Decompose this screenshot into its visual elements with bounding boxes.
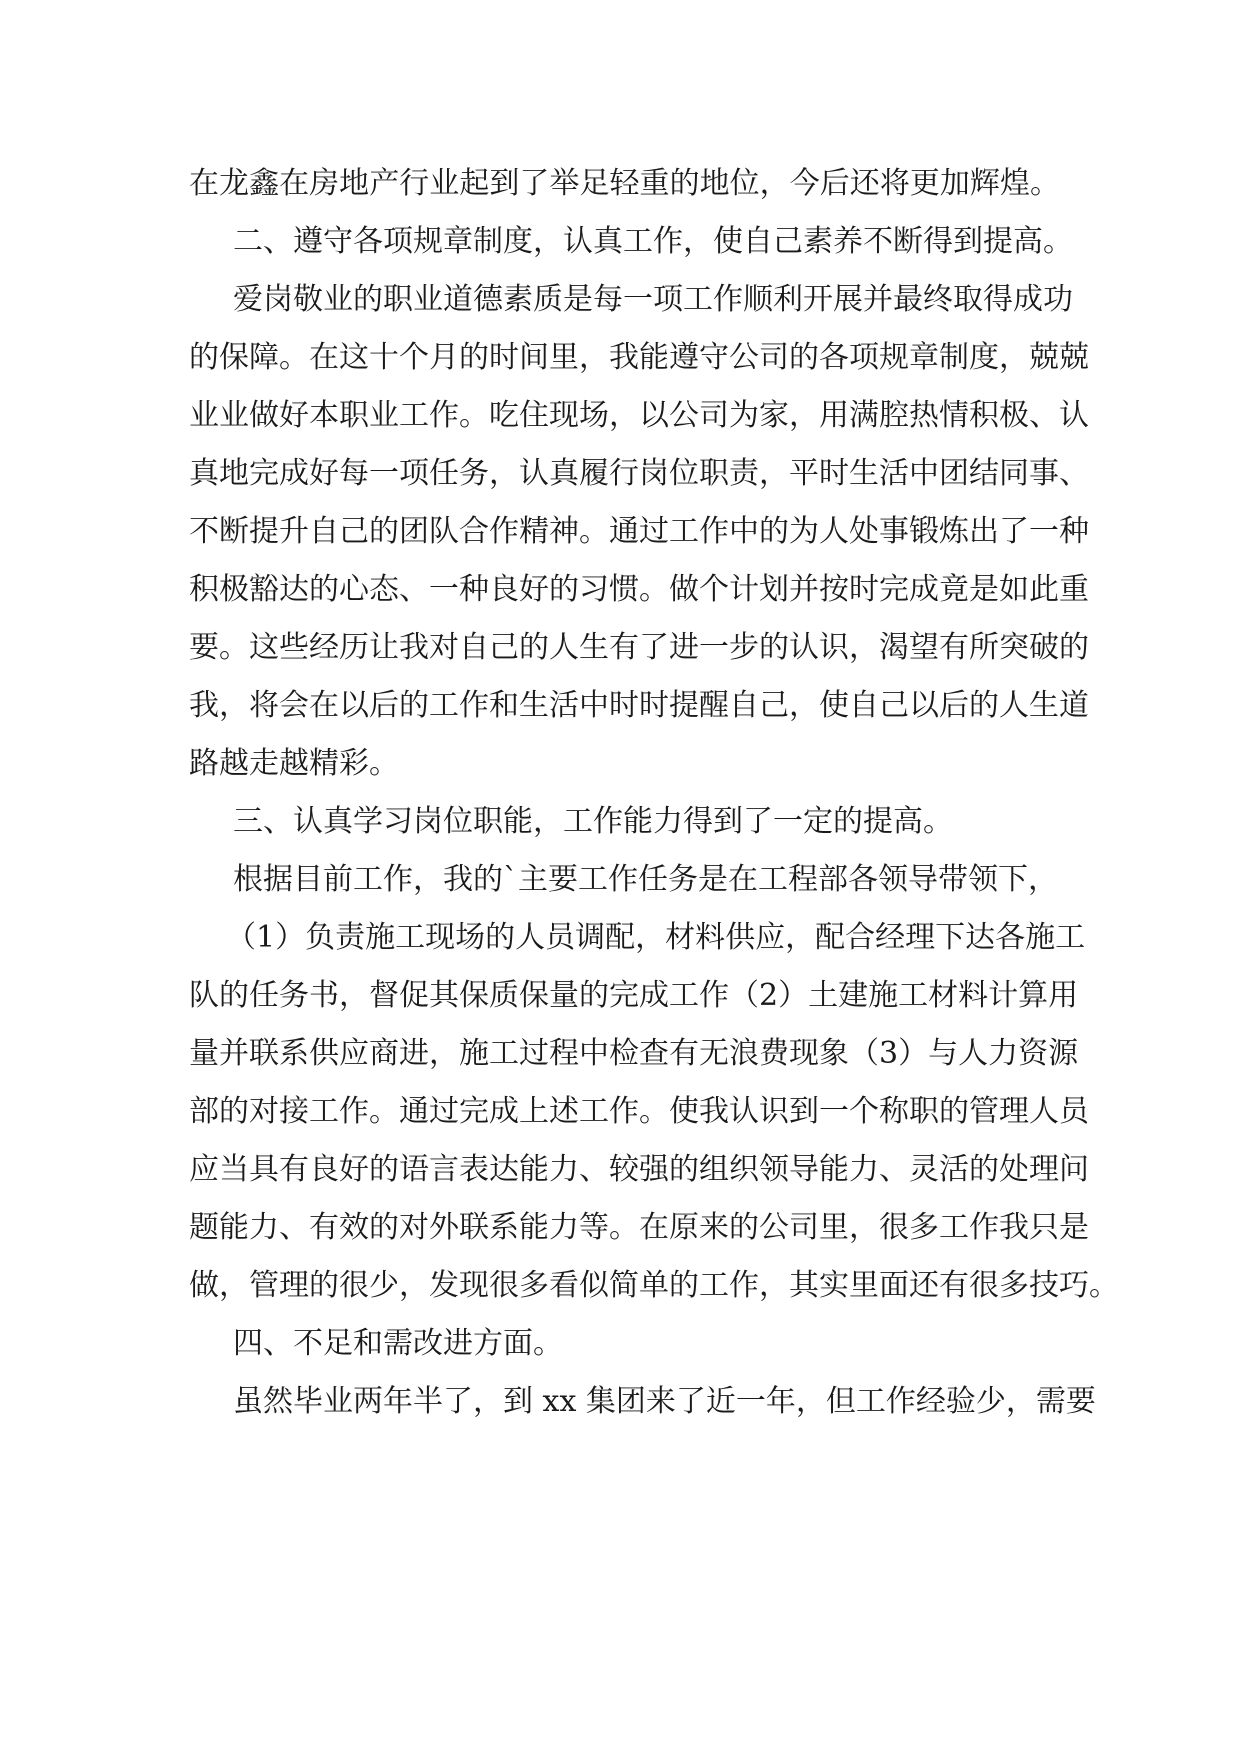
text-line: 队的任务书，督促其保质保量的完成工作（2）土建施工材料计算用 — [189, 978, 1079, 1013]
text-line: 的保障。在这十个月的时间里，我能遵守公司的各项规章制度，兢兢 — [189, 340, 1089, 375]
text-line: 虽然毕业两年半了，到 xx 集团来了近一年，但工作经验少，需要 — [233, 1384, 1096, 1419]
text-line: 路越走越精彩。 — [189, 746, 399, 781]
text-line: 不断提升自己的团队合作精神。通过工作中的为人处事锻炼出了一种 — [189, 514, 1089, 549]
text-line: 要。这些经历让我对自己的人生有了进一步的认识，渴望有所突破的 — [189, 630, 1089, 665]
text-line: 做，管理的很少，发现很多看似简单的工作，其实里面还有很多技巧。 — [189, 1268, 1119, 1303]
section-heading: 二、遵守各项规章制度，认真工作，使自己素养不断得到提高。 — [233, 224, 1073, 259]
text-line: 部的对接工作。通过完成上述工作。使我认识到一个称职的管理人员 — [189, 1094, 1089, 1129]
text-line: 爱岗敬业的职业道德素质是每一项工作顺利开展并最终取得成功 — [233, 282, 1073, 317]
text-line: 积极豁达的心态、一种良好的习惯。做个计划并按时完成竟是如此重 — [189, 572, 1089, 607]
text-line: 业业做好本职业工作。吃住现场，以公司为家，用满腔热情积极、认 — [189, 398, 1089, 433]
text-line: 我，将会在以后的工作和生活中时时提醒自己，使自己以后的人生道 — [189, 688, 1089, 723]
section-heading: 三、认真学习岗位职能，工作能力得到了一定的提高。 — [233, 804, 953, 839]
text-line: 真地完成好每一项任务，认真履行岗位职责，平时生活中团结同事、 — [189, 456, 1089, 491]
text-line: 量并联系供应商进，施工过程中检查有无浪费现象（3）与人力资源 — [189, 1036, 1079, 1071]
text-line: 应当具有良好的语言表达能力、较强的组织领导能力、灵活的处理问 — [189, 1152, 1089, 1187]
text-line: 在龙鑫在房地产行业起到了举足轻重的地位，今后还将更加辉煌。 — [189, 166, 1060, 201]
section-heading: 四、不足和需改进方面。 — [233, 1326, 563, 1361]
text-line: （1）负责施工现场的人员调配，材料供应，配合经理下达各施工 — [226, 920, 1086, 955]
text-line: 题能力、有效的对外联系能力等。在原来的公司里，很多工作我只是 — [189, 1210, 1089, 1245]
text-line: 根据目前工作，我的`主要工作任务是在工程部各领导带领下， — [233, 862, 1058, 897]
